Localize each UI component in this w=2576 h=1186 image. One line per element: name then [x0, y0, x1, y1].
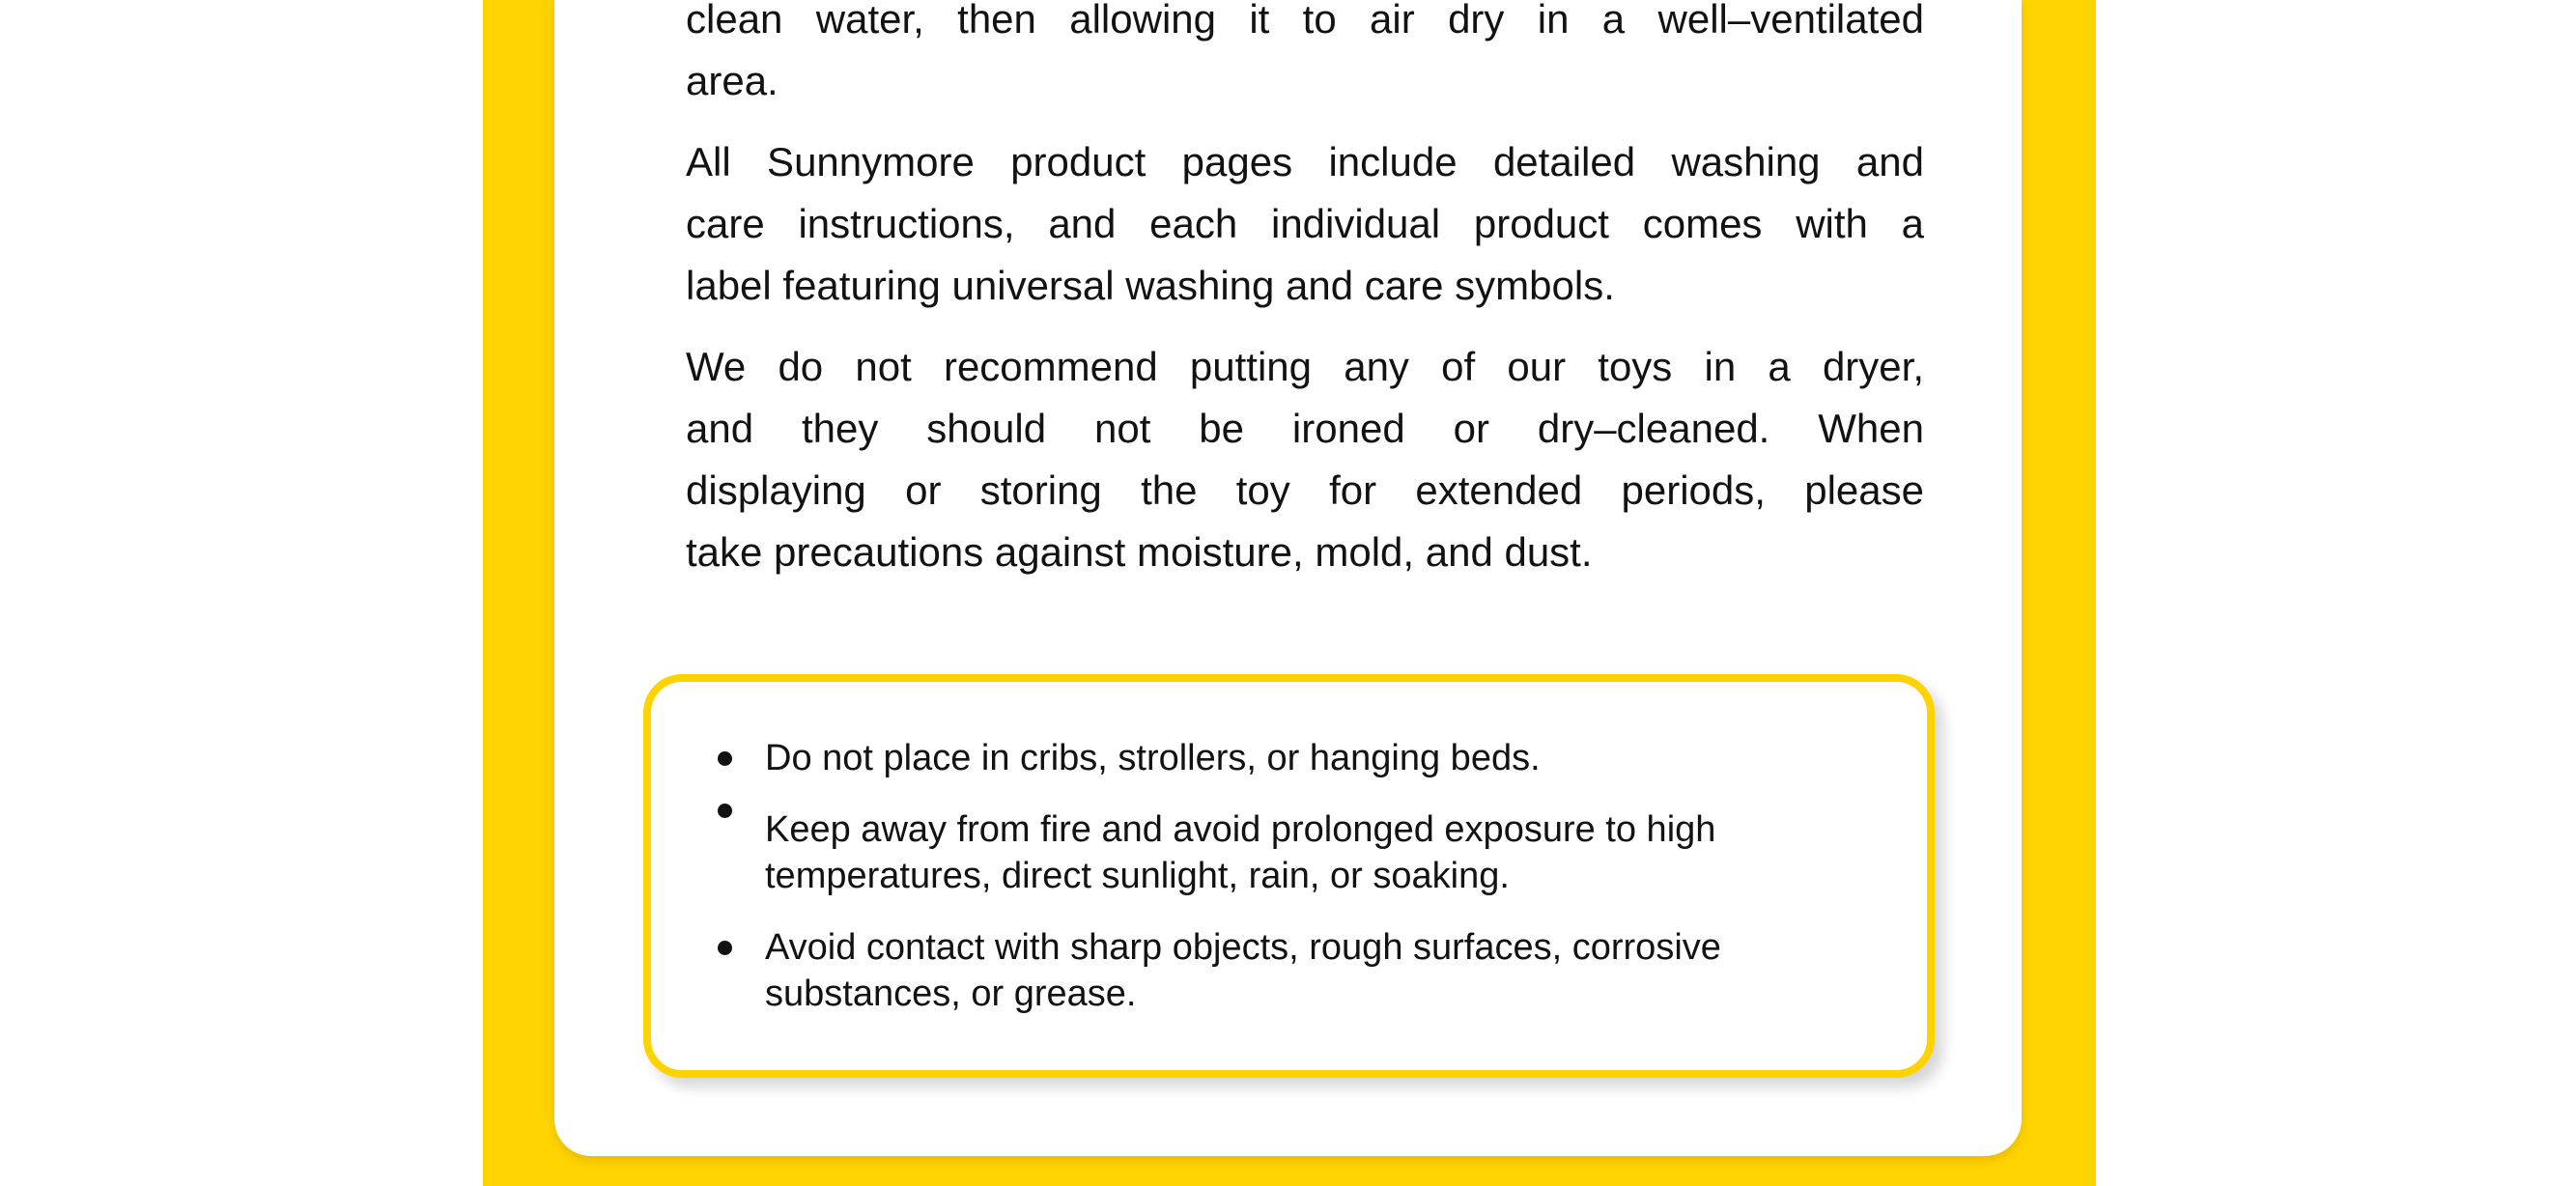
bullet-dot [718, 804, 732, 818]
content-card [554, 0, 2022, 1156]
warning-item [651, 924, 1898, 1017]
paragraph-line: take precautions against moisture, mold, and dust. [686, 529, 1593, 575]
warning-box [643, 674, 1935, 1078]
yellow-frame [483, 0, 2096, 1186]
paragraph-line: and they should not be ironed or dry–cleaned. When [686, 406, 1924, 451]
bullet-dot [718, 941, 732, 955]
paragraph-line: All Sunnymore product pages include detailed washing and [686, 139, 1924, 184]
warning-item [651, 735, 1898, 781]
warning-item-text: Avoid contact with sharp objects, rough surfaces, corrosive substances, or grease. [765, 927, 1721, 1014]
warning-item-text: Keep away from fire and avoid prolonged exposure to high temperatures, direct sunlight, rain, or soaking. [765, 809, 1716, 896]
paragraph-line: clean water, then allowing it to air dry in a well–ventilated [686, 0, 1924, 42]
paragraph [686, 336, 1924, 583]
bullet-dot [718, 751, 732, 766]
paragraph [686, 131, 1924, 317]
warning-list [651, 682, 1927, 1017]
article-text [686, 0, 1924, 603]
paragraph-line: label featuring universal washing and care symbols. [686, 263, 1615, 308]
warning-item [651, 806, 1898, 899]
warning-item-text: Do not place in cribs, strollers, or hanging beds. [765, 738, 1541, 778]
paragraph-line: We do not recommend putting any of our toys in a dryer, [686, 344, 1924, 389]
paragraph-line: area. [686, 58, 778, 103]
care-paragraphs [686, 0, 1924, 583]
paragraph-line: displaying or storing the toy for extended periods, please [686, 467, 1924, 513]
paragraph [686, 0, 1924, 112]
paragraph-line: care instructions, and each individual product comes with a [686, 201, 1924, 246]
